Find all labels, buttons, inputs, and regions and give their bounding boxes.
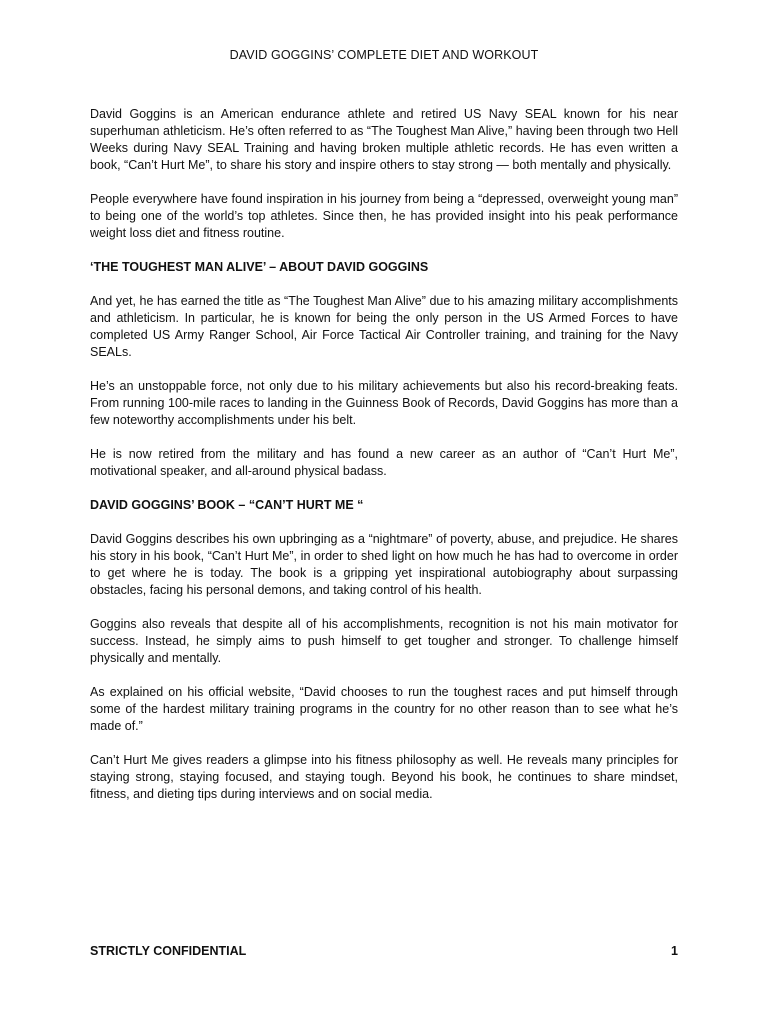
page-footer — [90, 944, 678, 958]
section2-paragraph-3: As explained on his official website, “David chooses to run the toughest races and put himself through some of the hardest military training programs in the country for no other reason than to see what he’s made of.” — [90, 685, 678, 733]
section1-paragraph-3: He is now retired from the military and has found a new career as an author of “Can’t Hurt Me”, motivational speaker, and all-around physical badass. — [90, 447, 678, 478]
intro-paragraph-1: David Goggins is an American endurance athlete and retired US Navy SEAL known for his near superhuman athleticism. He’s often referred to as “The Toughest Man Alive,” having been through two Hell Weeks during Navy SEAL Training and having broken multiple athletic records. He has even written a book, “Can’t Hurt Me”, to share his story and inspire others to stay strong — both mentally and physically. — [90, 107, 678, 172]
confidential-label: STRICTLY CONFIDENTIAL — [90, 944, 247, 958]
section1-paragraph-1: And yet, he has earned the title as “The Toughest Man Alive” due to his amazing military accomplishments and athleticism. In particular, he is known for being the only person in the US Armed Forces to have completed US Army Ranger School, Air Force Tactical Air Controller training, and training for the Navy SEALs. — [90, 294, 678, 359]
document-body — [90, 106, 678, 820]
section1-paragraph-2: He’s an unstoppable force, not only due to his military achievements but also his record-breaking feats. From running 100-mile races to landing in the Guinness Book of Records, David Goggins has more than a few noteworthy accomplishments under his belt. — [90, 379, 678, 427]
page-number: 1 — [671, 944, 678, 958]
section2-paragraph-4: Can’t Hurt Me gives readers a glimpse into his fitness philosophy as well. He reveals many principles for staying strong, staying focused, and staying tough. Beyond his book, he continues to share mindset, fitness, and dieting tips during interviews and on social media. — [90, 753, 678, 801]
section-heading-book: DAVID GOGGINS’ BOOK – “CAN’T HURT ME “ — [90, 498, 364, 512]
section2-paragraph-1: David Goggins describes his own upbringing as a “nightmare” of poverty, abuse, and prejudice. He shares his story in his book, “Can’t Hurt Me”, in order to shed light on how much he has had to overcome in order to get where he is today. The book is a gripping yet inspirational autobiography about surpassing obstacles, facing his personal demons, and taking control of his health. — [90, 532, 678, 597]
section2-paragraph-2: Goggins also reveals that despite all of his accomplishments, recognition is not his main motivator for success. Instead, he simply aims to push himself to get tougher and stronger. To challenge himself physically and mentally. — [90, 617, 678, 665]
document-title: DAVID GOGGINS’ COMPLETE DIET AND WORKOUT — [229, 48, 539, 62]
intro-paragraph-2: People everywhere have found inspiration in his journey from being a “depressed, overweight young man” to being one of the world’s top athletes. Since then, he has provided insight into his peak performance weight loss diet and fitness routine. — [90, 192, 678, 240]
section-heading-toughest-man: ‘THE TOUGHEST MAN ALIVE’ – ABOUT DAVID GOGGINS — [90, 260, 429, 274]
